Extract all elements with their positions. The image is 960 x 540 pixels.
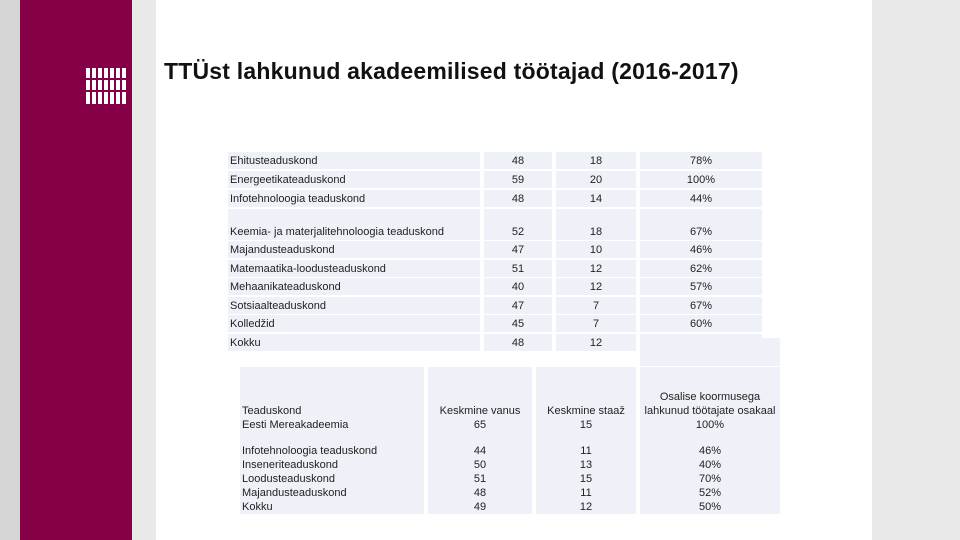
faculty-cell: Sotsiaalteaduskond: [228, 297, 480, 314]
table-row: [228, 171, 762, 188]
right-gray-edge: [872, 0, 960, 540]
faculty-cell: Kokku: [228, 334, 480, 351]
table-row: [228, 241, 762, 258]
slide-gap: [132, 0, 156, 540]
spacer-cell: [228, 209, 480, 223]
faculty-cell: Kokku: [242, 501, 273, 513]
faculty-cell: Infotehnoloogia teaduskond: [242, 445, 378, 457]
tenure-cell: 14: [556, 190, 636, 207]
tenure-cell: 7: [556, 315, 636, 332]
age-cell: 48: [484, 334, 552, 351]
share-cell: 67%: [640, 223, 762, 240]
tenure-cell: 18: [556, 152, 636, 169]
table-row: [228, 152, 762, 169]
age-cell: 47: [484, 297, 552, 314]
faculty-cell: Inseneriteaduskond: [242, 459, 339, 471]
share-cell: 40%: [698, 459, 722, 471]
tenure-cell: 12: [579, 501, 593, 513]
spacer-cell: [556, 209, 636, 223]
faculty-table-2017: [240, 338, 780, 514]
faculty-cell: Loodusteaduskond: [242, 473, 335, 485]
table-row: [228, 260, 762, 277]
age-cell: 44: [473, 445, 487, 457]
age-cell: 51: [484, 260, 552, 277]
table2-first-age: 65: [473, 419, 487, 431]
faculty-cell: Majandusteaduskond: [242, 487, 347, 499]
tenure-cell: 11: [580, 445, 592, 457]
brand-band: [20, 0, 132, 540]
table-spacer-row: [228, 209, 762, 223]
age-cell: 47: [484, 241, 552, 258]
table2-header-tenure: Keskmine staaž: [547, 405, 625, 417]
faculty-cell: Matemaatika-loodusteaduskond: [228, 260, 480, 277]
table-row: [228, 297, 762, 314]
age-cell: 45: [484, 315, 552, 332]
faculty-cell: Energeetikateaduskond: [228, 171, 480, 188]
tenure-cell: 18: [556, 223, 636, 240]
age-cell: 59: [484, 171, 552, 188]
table2-header-age: Keskmine vanus: [439, 405, 521, 417]
table-row: [228, 278, 762, 295]
tenure-cell: 13: [579, 459, 593, 471]
share-cell: 50%: [698, 501, 722, 513]
faculty-cell: Mehaanikateaduskond: [228, 278, 480, 295]
tenure-cell: 20: [556, 171, 636, 188]
age-cell: 48: [484, 190, 552, 207]
tenure-cell: 12: [556, 260, 636, 277]
table-row: [228, 190, 762, 207]
age-cell: 49: [473, 501, 487, 513]
share-cell: 70%: [698, 473, 722, 485]
table2-header-bar: [240, 366, 780, 367]
faculty-cell: Ehitusteaduskond: [228, 152, 480, 169]
table2-header-faculty: Teaduskond: [242, 405, 302, 417]
spacer-cell: [640, 209, 762, 223]
share-cell: 62%: [640, 260, 762, 277]
faculty-cell: Majandusteaduskond: [228, 241, 480, 258]
faculty-cell: Infotehnoloogia teaduskond: [228, 190, 480, 207]
tenure-cell: 7: [556, 297, 636, 314]
share-cell: 46%: [698, 445, 722, 457]
faculty-cell: Kolledžid: [228, 315, 480, 332]
slide-title: TTÜst lahkunud akadeemilised töötajad (2016-2017): [164, 58, 739, 84]
share-cell: 67%: [640, 297, 762, 314]
age-cell: 40: [484, 278, 552, 295]
tenure-cell: 11: [580, 487, 592, 499]
faculty-cell: Keemia- ja materjalitehnoloogia teaduskond: [228, 223, 480, 240]
share-cell: 52%: [698, 487, 722, 499]
table-row: [228, 223, 762, 240]
left-gray-edge: [0, 0, 20, 540]
age-cell: 52: [484, 223, 552, 240]
age-cell: 50: [473, 459, 487, 471]
share-cell: 60%: [640, 315, 762, 332]
tenure-cell: 15: [579, 473, 593, 485]
age-cell: 51: [473, 473, 487, 485]
tenure-cell: 10: [556, 241, 636, 258]
table2-header-share: Osalise koormusega lahkunud töötajate osakaal: [644, 391, 776, 417]
table2-first-tenure: 15: [579, 419, 593, 431]
table-row: [228, 315, 762, 332]
share-cell: 100%: [640, 171, 762, 188]
share-cell: 57%: [640, 278, 762, 295]
spacer-cell: [484, 209, 552, 223]
table2-first-faculty: Eesti Mereakadeemia: [242, 419, 349, 431]
age-cell: 48: [484, 152, 552, 169]
age-cell: 48: [473, 487, 487, 499]
table2-first-share: 100%: [695, 419, 725, 431]
ttu-logo-icon: [86, 68, 128, 104]
share-cell: 78%: [640, 152, 762, 169]
tenure-cell: 12: [556, 334, 636, 351]
share-cell: 46%: [640, 241, 762, 258]
tenure-cell: 12: [556, 278, 636, 295]
share-cell: 44%: [640, 190, 762, 207]
